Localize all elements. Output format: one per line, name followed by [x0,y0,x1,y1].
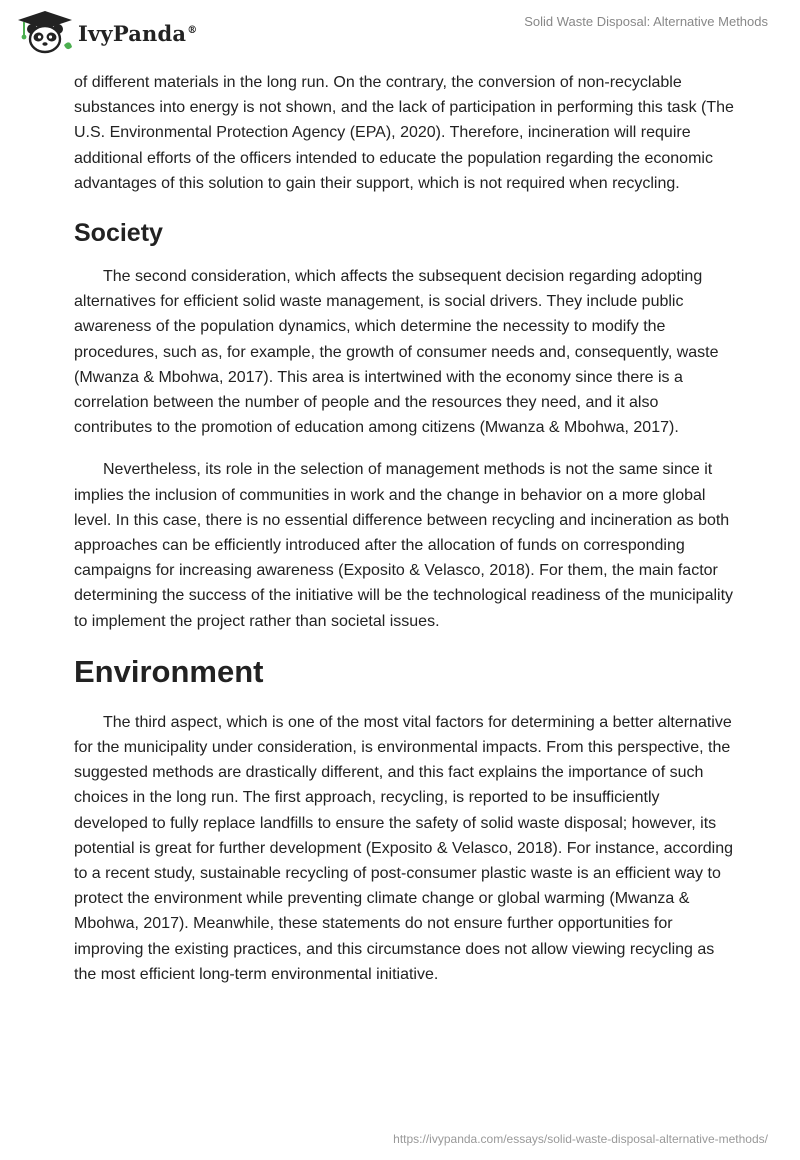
logo-text: IvyPanda® [78,20,198,46]
intro-paragraph: of different materials in the long run. On the contrary, the conversion of non-recyclable substances into energy is not shown, and the lack of participation in performing this task (The U.S. Environmental Protection Agency (EPA), 2020). Therefore, incineration will require additional efforts of the officers intended to educate the population regarding the economic advantages of this solution to gain their support, which is not required when recycling. [74,74,734,192]
section-heading-environment: Environment [74,653,264,689]
document-title: Solid Waste Disposal: Alternative Methods [524,14,768,29]
registered-mark: ® [187,24,198,36]
essay-body [74,70,734,987]
page-header [0,0,800,64]
source-url-link[interactable]: https://ivypanda.com/essays/solid-waste-disposal-alternative-methods/ [393,1132,768,1146]
society-paragraph-2: Nevertheless, its role in the selection of management methods is not the same since it implies the inclusion of communities in work and the change in behavior on a more global level. In this case, there is no essential difference between recycling and incineration as both approaches can be efficiently introduced after the allocation of funds on corresponding campaigns for increasing awareness (Exposito & Velasco, 2018). For them, the main factor determining the success of the initiative will be the technological readiness of the municipality to implement the project rather than societal issues. [74,461,734,630]
section-heading-society: Society [74,219,163,248]
panda-graduate-icon [16,9,74,55]
environment-paragraph-1: The third aspect, which is one of the most vital factors for determining a better alternative for the municipality under consideration, is environmental impacts. From this perspective, the suggested methods are drastically different, and this fact explains the importance of such choices in the long run. The first approach, recycling, is reported to be insufficiently developed to fully replace landfills to ensure the safety of solid waste disposal; however, its potential is great for further development (Exposito & Velasco, 2018). For instance, according to a recent study, sustainable recycling of post-consumer plastic waste is an efficient way to protect the environment while preventing climate change or global warming (Mwanza & Mbohwa, 2017). Meanwhile, these statements do not ensure further opportunities for improving the existing practices, and this circumstance does not allow viewing recycling as the most efficient long-term environmental initiative. [74,713,734,983]
ivypanda-logo[interactable] [16,8,197,56]
society-paragraph-1: The second consideration, which affects the subsequent decision regarding adopting alternatives for efficient solid waste management, is social drivers. They include public awareness of the population dynamics, which determine the necessity to modify the procedures, such as, for example, the growth of consumer needs and, consequently, waste (Mwanza & Mbohwa, 2017). This area is intertwined with the economy since there is a correlation between the number of people and the resources they need, and it also contributes to the promotion of education among citizens (Mwanza & Mbohwa, 2017). [74,268,719,437]
